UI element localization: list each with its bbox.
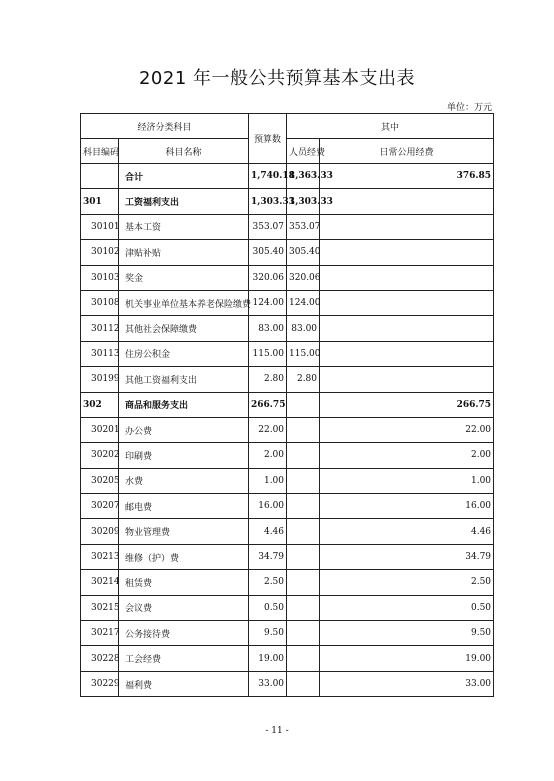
row-daily: 16.00 [320, 494, 494, 519]
table-row [81, 595, 494, 620]
row-code: 30202 [81, 443, 119, 468]
row-name: 邮电费 [119, 494, 249, 519]
row-budget: 320.06 [249, 265, 287, 290]
table-row [81, 570, 494, 595]
row-code: 30214 [81, 570, 119, 595]
row-code: 30101 [81, 214, 119, 239]
row-code: 30102 [81, 240, 119, 265]
row-name: 办公费 [119, 417, 249, 442]
row-name: 津贴补贴 [119, 240, 249, 265]
row-daily: 4.46 [320, 519, 494, 544]
row-budget: 22.00 [249, 417, 287, 442]
row-code: 30228 [81, 646, 119, 671]
row-daily: 9.50 [320, 621, 494, 646]
table-row [81, 544, 494, 569]
header-among: 其中 [287, 114, 494, 139]
row-code: 30103 [81, 265, 119, 290]
row-name: 机关事业单位基本养老保险缴费 [119, 290, 249, 315]
row-code: 30201 [81, 417, 119, 442]
row-code: 30217 [81, 621, 119, 646]
table-row [81, 392, 494, 417]
row-personnel: 83.00 [287, 316, 320, 341]
row-daily [320, 367, 494, 392]
row-daily: 22.00 [320, 417, 494, 442]
row-budget: 9.50 [249, 621, 287, 646]
row-code: 30229 [81, 671, 119, 696]
row-personnel: 1,363.33 [287, 164, 320, 189]
budget-table [80, 113, 494, 697]
row-budget: 124.00 [249, 290, 287, 315]
row-name: 维修（护）费 [119, 544, 249, 569]
row-budget: 1,740.18 [249, 164, 287, 189]
row-personnel: 320.06 [287, 265, 320, 290]
table-row [81, 367, 494, 392]
row-name: 会议费 [119, 595, 249, 620]
row-daily [320, 240, 494, 265]
row-daily: 33.00 [320, 671, 494, 696]
row-personnel [287, 646, 320, 671]
row-budget: 115.00 [249, 341, 287, 366]
row-daily: 376.85 [320, 164, 494, 189]
row-name: 工会经费 [119, 646, 249, 671]
row-name: 基本工资 [119, 214, 249, 239]
row-code: 302 [81, 392, 119, 417]
row-personnel [287, 417, 320, 442]
row-budget: 34.79 [249, 544, 287, 569]
row-name: 租赁费 [119, 570, 249, 595]
row-code: 30113 [81, 341, 119, 366]
header-code: 科目编码 [81, 139, 119, 164]
row-budget: 305.40 [249, 240, 287, 265]
row-personnel: 1,303.33 [287, 189, 320, 214]
table-row [81, 341, 494, 366]
row-daily: 2.50 [320, 570, 494, 595]
row-budget: 2.00 [249, 443, 287, 468]
row-code: 30108 [81, 290, 119, 315]
row-name: 其他社会保障缴费 [119, 316, 249, 341]
page-number: - 11 - [265, 726, 289, 736]
row-daily: 0.50 [320, 595, 494, 620]
table-row [81, 214, 494, 239]
row-daily: 266.75 [320, 392, 494, 417]
row-name: 物业管理费 [119, 519, 249, 544]
row-daily: 1.00 [320, 468, 494, 493]
row-code [81, 164, 119, 189]
row-personnel [287, 570, 320, 595]
table-row [81, 316, 494, 341]
table-row [81, 621, 494, 646]
page-title: 2021 年一般公共预算基本支出表 [138, 68, 416, 89]
row-code: 301 [81, 189, 119, 214]
row-daily [320, 189, 494, 214]
header-personnel: 人员经费 [287, 139, 320, 164]
header-name: 科目名称 [119, 139, 249, 164]
table-row [81, 189, 494, 214]
row-personnel [287, 519, 320, 544]
row-personnel [287, 595, 320, 620]
row-name: 公务接待费 [119, 621, 249, 646]
row-name: 其他工资福利支出 [119, 367, 249, 392]
row-personnel [287, 494, 320, 519]
row-personnel: 115.00 [287, 341, 320, 366]
row-budget: 2.50 [249, 570, 287, 595]
row-code: 30209 [81, 519, 119, 544]
table-body [81, 164, 494, 697]
table-row [81, 443, 494, 468]
row-budget: 33.00 [249, 671, 287, 696]
row-code: 30112 [81, 316, 119, 341]
row-name: 印刷费 [119, 443, 249, 468]
row-personnel [287, 671, 320, 696]
header-budget: 预算数 [249, 114, 287, 164]
row-budget: 1.00 [249, 468, 287, 493]
row-budget: 16.00 [249, 494, 287, 519]
row-code: 30199 [81, 367, 119, 392]
table-row [81, 468, 494, 493]
table-row [81, 646, 494, 671]
table-row [81, 494, 494, 519]
table-row [81, 519, 494, 544]
row-daily: 19.00 [320, 646, 494, 671]
row-daily [320, 316, 494, 341]
row-budget: 0.50 [249, 595, 287, 620]
row-name: 工资福利支出 [119, 189, 249, 214]
table-row [81, 417, 494, 442]
unit-label: 单位：万元 [446, 103, 492, 113]
row-budget: 83.00 [249, 316, 287, 341]
row-personnel: 353.07 [287, 214, 320, 239]
row-personnel [287, 544, 320, 569]
row-budget: 266.75 [249, 392, 287, 417]
row-budget: 1,303.33 [249, 189, 287, 214]
row-name: 合计 [119, 164, 249, 189]
row-daily [320, 265, 494, 290]
row-name: 水费 [119, 468, 249, 493]
row-code: 30213 [81, 544, 119, 569]
row-name: 商品和服务支出 [119, 392, 249, 417]
row-code: 30207 [81, 494, 119, 519]
row-personnel [287, 443, 320, 468]
row-personnel: 2.80 [287, 367, 320, 392]
table-row [81, 240, 494, 265]
header-daily: 日常公用经费 [320, 139, 494, 164]
row-personnel [287, 392, 320, 417]
row-daily [320, 341, 494, 366]
row-personnel [287, 468, 320, 493]
row-daily: 34.79 [320, 544, 494, 569]
row-personnel: 305.40 [287, 240, 320, 265]
row-personnel: 124.00 [287, 290, 320, 315]
row-budget: 2.80 [249, 367, 287, 392]
row-name: 奖金 [119, 265, 249, 290]
row-daily [320, 214, 494, 239]
row-code: 30205 [81, 468, 119, 493]
table-row [81, 164, 494, 189]
row-daily [320, 290, 494, 315]
table-row [81, 671, 494, 696]
row-budget: 4.46 [249, 519, 287, 544]
row-budget: 353.07 [249, 214, 287, 239]
row-budget: 19.00 [249, 646, 287, 671]
table-row [81, 290, 494, 315]
row-name: 福利费 [119, 671, 249, 696]
row-code: 30215 [81, 595, 119, 620]
header-econ-class: 经济分类科目 [81, 114, 249, 139]
row-personnel [287, 621, 320, 646]
table-row [81, 265, 494, 290]
row-name: 住房公积金 [119, 341, 249, 366]
row-daily: 2.00 [320, 443, 494, 468]
